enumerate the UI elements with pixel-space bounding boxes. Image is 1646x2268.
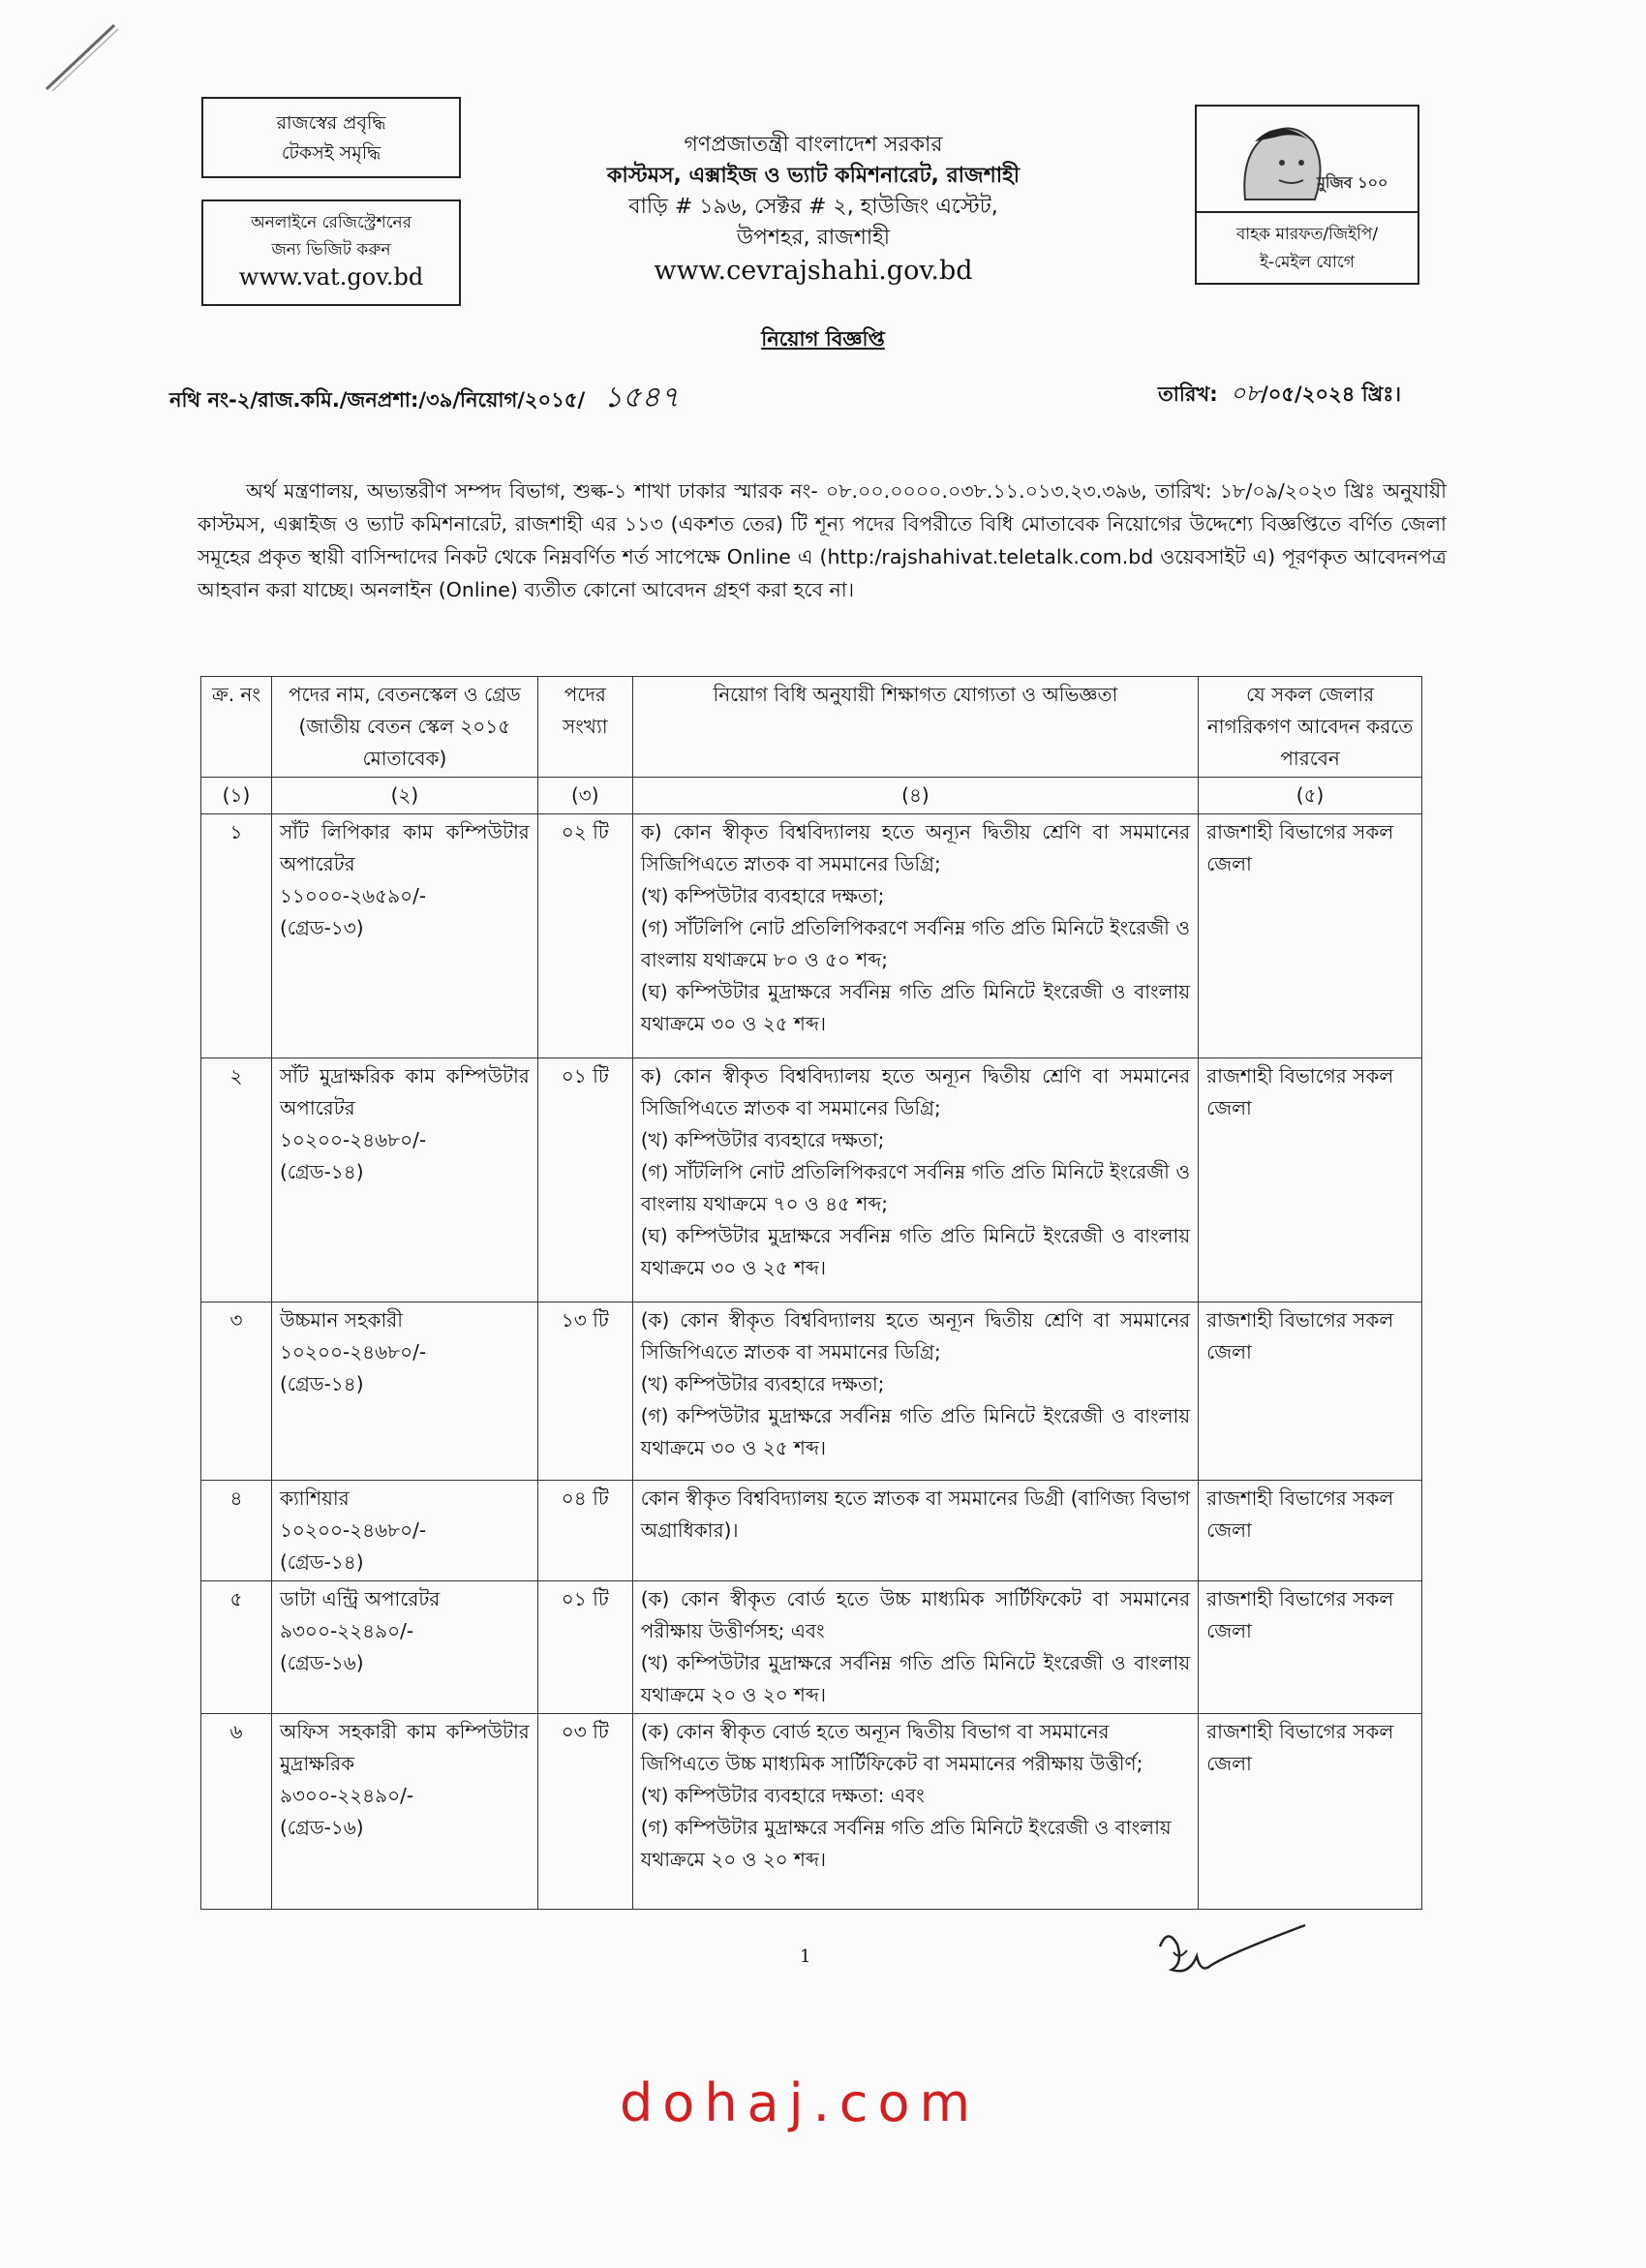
qualification-item: (খ) কম্পিউটার ব্যবহারে দক্ষতা; (640, 884, 885, 907)
post-grade: (গ্রেড-১৬) (279, 1651, 364, 1674)
qualification-item: ক) কোন স্বীকৃত বিশ্ববিদ্যালয় হতে অন্যূন দ্বিতীয় শ্রেণি বা সমমানের সিজিপিএতে স্নাতক বা সমমানের ডিগ্রি; (640, 1064, 1191, 1119)
post-scale: ১০২০০-২৪৬৮০/- (279, 1518, 427, 1542)
header-count: পদের সংখ্যা (537, 677, 632, 778)
delivery-line-2: ই-মেইল যোগে (1260, 253, 1355, 272)
date-rest: /০৫/২০২৪ খ্রিঃ। (1261, 383, 1401, 406)
table-header-row (201, 677, 1422, 778)
row-district: রাজশাহী বিভাগের সকল জেলা (1199, 814, 1422, 1058)
row-qualification (632, 1058, 1198, 1303)
mujib-logo-box (1195, 105, 1419, 211)
qualification-item: ক) কোন স্বীকৃত বিশ্ববিদ্যালয় হতে অন্যূন দ্বিতীয় শ্রেণি বা সমমানের সিজিপিএতে স্নাতক বা সমমানের ডিগ্রি; (640, 820, 1191, 875)
table-row (201, 814, 1422, 1058)
memo-handwritten-number: ১৫৪৭ (603, 381, 680, 414)
slogan-box (201, 97, 461, 178)
row-count: ০৩ টি (537, 1714, 632, 1910)
registration-line-2: জন্য ভিজিট করুন (271, 240, 391, 260)
pen-mark (39, 19, 126, 97)
post-scale: ৯৩০০-২২৪৯০/- (279, 1784, 414, 1807)
slogan-line-2: টেকসই সমৃদ্ধি (281, 142, 381, 164)
col-number: (৪) (632, 778, 1198, 814)
post-name: উচ্চমান সহকারী (279, 1308, 404, 1332)
slogan-line-1: রাজস্বের প্রবৃদ্ধি (276, 112, 386, 134)
office-address-2: উপশহর, রাজশাহী (736, 226, 891, 250)
post-name: সাঁট মুদ্রাক্ষরিক কাম কম্পিউটার অপারেটর (279, 1064, 530, 1119)
qualification-item: কোন স্বীকৃত বিশ্ববিদ্যালয় হতে স্নাতক বা সমমানের ডিগ্রী (বাণিজ্য বিভাগ অগ্রাধিকার)। (640, 1486, 1191, 1542)
column-number-row (201, 778, 1422, 814)
header-post: পদের নাম, বেতনস্কেল ও গ্রেড (জাতীয় বেতন স্কেল ২০১৫ মোতাবেক) (271, 677, 537, 778)
qualification-item: (গ) সাঁটলিপি নোট প্রতিলিপিকরণে সর্বনিম্ন গতি প্রতি মিনিটে ইংরেজী ও বাংলায় যথাক্রমে ৮০ ও ৫০ শব্দ; (640, 916, 1191, 971)
row-post (271, 1581, 537, 1714)
notice-title (678, 323, 968, 357)
header-district: যে সকল জেলার নাগরিকগণ আবেদন করতে পারবেন (1199, 677, 1422, 778)
vacancy-table (200, 676, 1422, 1910)
watermark-text: dohaj.com (620, 2072, 981, 2133)
qualification-item: (খ) কম্পিউটার ব্যবহারে দক্ষতা; (640, 1128, 885, 1151)
row-post (271, 1303, 537, 1481)
col-number: (১) (201, 778, 272, 814)
signature (1150, 1917, 1315, 1990)
office-address-1: বাড়ি # ১৯৬, সেক্টর # ২, হাউজিং এস্টেট, (628, 195, 998, 219)
row-post (271, 1058, 537, 1303)
row-post (271, 1481, 537, 1581)
header-qualification: নিয়োগ বিধি অনুযায়ী শিক্ষাগত যোগ্যতা ও অভিজ্ঞতা (632, 677, 1198, 778)
qualification-item: (খ) কম্পিউটার ব্যবহারে দক্ষতা; (640, 1372, 885, 1395)
qualification-item: (ঘ) কম্পিউটার মুদ্রাক্ষরে সর্বনিম্ন গতি প্রতি মিনিটে ইংরেজী ও বাংলায় যথাক্রমে ৩০ ও ২৫ শব্দ। (640, 980, 1191, 1035)
qualification-item: (ঘ) কম্পিউটার মুদ্রাক্ষরে সর্বনিম্ন গতি প্রতি মিনিটে ইংরেজী ও বাংলায় যথাক্রমে ৩০ ও ২৫ শব্দ। (640, 1224, 1191, 1279)
memo-number-text: নথি নং-২/রাজ.কমি./জনপ্রশা:/৩৯/নিয়োগ/২০১৫/ (169, 388, 586, 412)
date-day: ০৮ (1230, 380, 1262, 407)
memo-date (1158, 376, 1401, 414)
row-serial: ৬ (201, 1714, 272, 1910)
col-number: (৫) (1199, 778, 1422, 814)
row-count: ০২ টি (537, 814, 632, 1058)
row-qualification (632, 1581, 1198, 1714)
post-grade: (গ্রেড-১৪) (279, 1160, 364, 1183)
delivery-line-1: বাহক মারফত/জিইপি/ (1235, 225, 1379, 244)
page-number: 1 (800, 1946, 811, 1967)
row-serial: ৩ (201, 1303, 272, 1481)
post-scale: ১১০০০-২৬৫৯০/- (279, 884, 427, 907)
row-district: রাজশাহী বিভাগের সকল জেলা (1199, 1058, 1422, 1303)
post-grade: (গ্রেড-১৩) (279, 916, 364, 939)
header-serial: ক্র. নং (201, 677, 272, 778)
date-label: তারিখ: (1158, 383, 1218, 406)
row-qualification (632, 814, 1198, 1058)
office-website[interactable]: www.cevrajshahi.gov.bd (654, 256, 973, 286)
row-count: ০৪ টি (537, 1481, 632, 1581)
row-serial: ৫ (201, 1581, 272, 1714)
qualification-item: (ক) কোন স্বীকৃত বোর্ড হতে অন্যূন দ্বিতীয় বিভাগ বা সমমানের জিপিএতে উচ্চ মাধ্যমিক সার্টিফিকেট বা সমমানের পরীক্ষায় উত্তীর্ণ; (640, 1720, 1143, 1775)
table-row (201, 1058, 1422, 1303)
post-name: ডাটা এন্ট্রি অপারেটর (279, 1587, 441, 1610)
row-serial: ১ (201, 814, 272, 1058)
row-serial: ২ (201, 1058, 272, 1303)
post-name: সাঁট লিপিকার কাম কম্পিউটার অপারেটর (279, 820, 530, 875)
table-row (201, 1714, 1422, 1910)
post-grade: (গ্রেড-১৬) (279, 1816, 364, 1839)
table-row (201, 1481, 1422, 1581)
qualification-item: (গ) কম্পিউটার মুদ্রাক্ষরে সর্বনিম্ন গতি প্রতি মিনিটে ইংরেজী ও বাংলায় যথাক্রমে ৩০ ও ২৫ শব্দ। (640, 1404, 1191, 1459)
post-grade: (গ্রেড-১৪) (279, 1550, 364, 1574)
intro-paragraph: অর্থ মন্ত্রণালয়, অভ্যন্তরীণ সম্পদ বিভাগ, শুল্ক-১ শাখা ঢাকার স্মারক নং- ০৮.০০.০০০০.০৩৮.১১.০১৩.২৩.৩৯৬, তারিখ: ১৮/০৯/২০২৩ খ্রিঃ অনুযায়ী কাস্টমস, এক্সাইজ ও ভ্যাট কমিশনারেট, রাজশাহী এর ১১৩ (একশত তের) টি শূন্য পদের বিপরীতে বিধি মোতাবেক নিয়োগের উদ্দেশ্যে বিজ্ঞপ্তিতে বর্ণিত জেলা সমূহের প্রকৃত স্থায়ী বাসিন্দাদের নিকট থেকে নিম্নবর্ণিত শর্ত সাপেক্ষে Online এ (http:/rajshahivat.teletalk.com.bd ওয়েবসাইট এ) পূরণকৃত আবেদনপত্র আহবান করা যাচ্ছে। অনলাইন (Online) ব্যতীত কোনো আবেদন গ্রহণ করা হবে না। (198, 479, 1447, 601)
mujib-100-text: মুজিব ১০০ (1317, 173, 1388, 192)
notice-title-text: নিয়োগ বিজ্ঞপ্তি (761, 327, 885, 351)
vat-registration-box (201, 199, 461, 306)
qualification-item: (ক) কোন স্বীকৃত বিশ্ববিদ্যালয় হতে অন্যূন দ্বিতীয় শ্রেণি বা সমমানের সিজিপিএতে স্নাতক বা সমমানের ডিগ্রি; (640, 1308, 1191, 1364)
qualification-item: (খ) কম্পিউটার ব্যবহারে দক্ষতা: এবং (640, 1784, 925, 1807)
row-district: রাজশাহী বিভাগের সকল জেলা (1199, 1714, 1422, 1910)
table-row (201, 1303, 1422, 1481)
col-number: (২) (271, 778, 537, 814)
row-post (271, 1714, 537, 1910)
qualification-item: (গ) সাঁটলিপি নোট প্রতিলিপিকরণে সর্বনিম্ন গতি প্রতি মিনিটে ইংরেজী ও বাংলায় যথাক্রমে ৭০ ও ৪৫ শব্দ; (640, 1160, 1191, 1215)
office-name: কাস্টমস, এক্সাইজ ও ভ্যাট কমিশনারেট, রাজশাহী (606, 164, 1020, 188)
qualification-item: (খ) কম্পিউটার মুদ্রাক্ষরে সর্বনিম্ন গতি প্রতি মিনিটে ইংরেজী ও বাংলায় যথাক্রমে ২০ ও ২০ শব্দ। (640, 1651, 1191, 1706)
delivery-mode-box (1195, 211, 1419, 285)
row-post (271, 814, 537, 1058)
qualification-item: (গ) কম্পিউটার মুদ্রাক্ষরে সর্বনিম্ন গতি প্রতি মিনিটে ইংরেজী ও বাংলায় যথাক্রমে ২০ ও ২০ শব্দ। (640, 1816, 1172, 1871)
row-count: ০১ টি (537, 1581, 632, 1714)
post-grade: (গ্রেড-১৪) (279, 1372, 364, 1395)
row-qualification (632, 1714, 1198, 1910)
row-qualification (632, 1481, 1198, 1581)
qualification-item: (ক) কোন স্বীকৃত বোর্ড হতে উচ্চ মাধ্যমিক সার্টিফিকেট বা সমমানের পরীক্ষায় উত্তীর্ণসহ; এবং (640, 1587, 1191, 1642)
government-name: গণপ্রজাতন্ত্রী বাংলাদেশ সরকার (684, 133, 943, 157)
post-scale: ১০২০০-২৪৬৮০/- (279, 1128, 427, 1151)
post-name: অফিস সহকারী কাম কম্পিউটার মুদ্রাক্ষরিক (279, 1720, 530, 1775)
col-number: (৩) (537, 778, 632, 814)
row-district: রাজশাহী বিভাগের সকল জেলা (1199, 1581, 1422, 1714)
post-scale: ১০২০০-২৪৬৮০/- (279, 1340, 427, 1364)
row-count: ০১ টি (537, 1058, 632, 1303)
row-qualification (632, 1303, 1198, 1481)
office-header (542, 130, 1084, 289)
post-scale: ৯৩০০-২২৪৯০/- (279, 1619, 414, 1642)
row-count: ১৩ টি (537, 1303, 632, 1481)
table-row (201, 1581, 1422, 1714)
post-name: ক্যাশিয়ার (279, 1486, 350, 1510)
registration-line-1: অনলাইনে রেজিস্ট্রেশনের (250, 213, 412, 232)
vat-website-link[interactable]: www.vat.gov.bd (238, 263, 424, 291)
row-serial: ৪ (201, 1481, 272, 1581)
memo-number (169, 374, 679, 423)
row-district: রাজশাহী বিভাগের সকল জেলা (1199, 1303, 1422, 1481)
row-district: রাজশাহী বিভাগের সকল জেলা (1199, 1481, 1422, 1581)
